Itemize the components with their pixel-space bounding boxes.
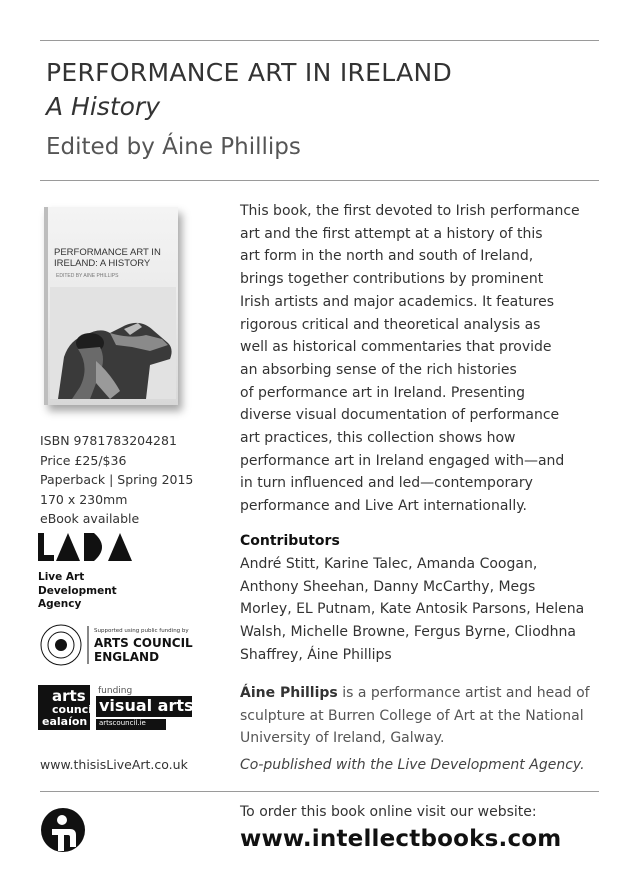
- cover-spine: [44, 207, 48, 405]
- editor-bio: [240, 682, 610, 750]
- copublished-note: Co-published with the Live Development Agency.: [240, 757, 585, 773]
- ac-url-label: artscouncil.ie: [99, 719, 146, 727]
- book-editor: Edited by Áine Phillips: [46, 134, 301, 160]
- ac-funding: funding: [98, 686, 133, 696]
- price: Price £25/$36: [40, 452, 127, 468]
- ebook-availability: eBook available: [40, 511, 140, 526]
- order-prompt: To order this book online visit our website:: [240, 804, 537, 820]
- contributors-heading: Contributors: [240, 533, 340, 549]
- isbn: ISBN 9781783204281: [40, 433, 177, 448]
- cover-title: PERFORMANCE ART IN IRELAND: A HISTORY: [54, 247, 161, 269]
- cover-photo: [50, 287, 176, 399]
- editor-name: Áine Phillips: [240, 685, 338, 701]
- intellect-logo-icon: [40, 807, 86, 853]
- contributors-list: André Stitt, Karine Talec, Amanda Coogan, Anthony Sheehan, Danny McCarthy, Megs Morley, EL Putnam, Kate Antosik Parsons, Helena Walsh, Michelle Browne, Fergus Byrne, Cliodhna Shaffrey, Áine Phillips: [240, 556, 585, 663]
- ac-arts: arts: [52, 687, 86, 705]
- book-title: PERFORMANCE ART IN IRELAND: [46, 58, 453, 87]
- arts-council-ireland-logo: [38, 685, 96, 730]
- format: Paperback | Spring 2015: [40, 472, 194, 487]
- lada-name: Live Art Development Agency: [38, 571, 117, 610]
- book-description: This book, the first devoted to Irish performance art and the first attempt at a history of this art form in the north and south of Ireland, brings together contributions by prominent Irish artists and major academics. It features rigorous critical and theoretical analysis as well as historical commentaries that provide an absorbing sense of the rich histories of performance art in Ireland. Presenting diverse visual documentation of performance art practices, this collection shows how performance art in Ireland engaged with—and in turn influenced and led—contemporary performance and Live Art internationally.: [240, 203, 580, 515]
- ac-visual-arts: [96, 696, 192, 717]
- ac-council: council: [52, 703, 96, 716]
- live-art-website-link[interactable]: www.thisisLiveArt.co.uk: [40, 757, 188, 772]
- dimensions: 170 x 230mm: [40, 491, 128, 507]
- ac-ealaion: ealaíon: [42, 715, 88, 728]
- book-cover-image: [44, 207, 178, 405]
- header-rule: [40, 180, 599, 181]
- ac-visual-arts-label: visual arts: [99, 696, 194, 715]
- cover-editor: EDITED BY AINE PHILLIPS: [56, 273, 119, 279]
- ace-name: ARTS COUNCIL ENGLAND: [94, 636, 193, 664]
- book-details: [40, 431, 193, 529]
- ac-url: [96, 719, 166, 730]
- footer-rule: [40, 791, 599, 792]
- editor-bio-text: is a performance artist and head of sculpture at Burren College of Art at the National University of Ireland, Galway.: [240, 685, 590, 747]
- ace-supported-text: Supported using public funding by: [94, 628, 189, 634]
- top-rule: [40, 40, 599, 41]
- order-website-link[interactable]: www.intellectbooks.com: [240, 826, 562, 852]
- lada-logo: [38, 533, 134, 561]
- book-subtitle: A History: [46, 92, 160, 121]
